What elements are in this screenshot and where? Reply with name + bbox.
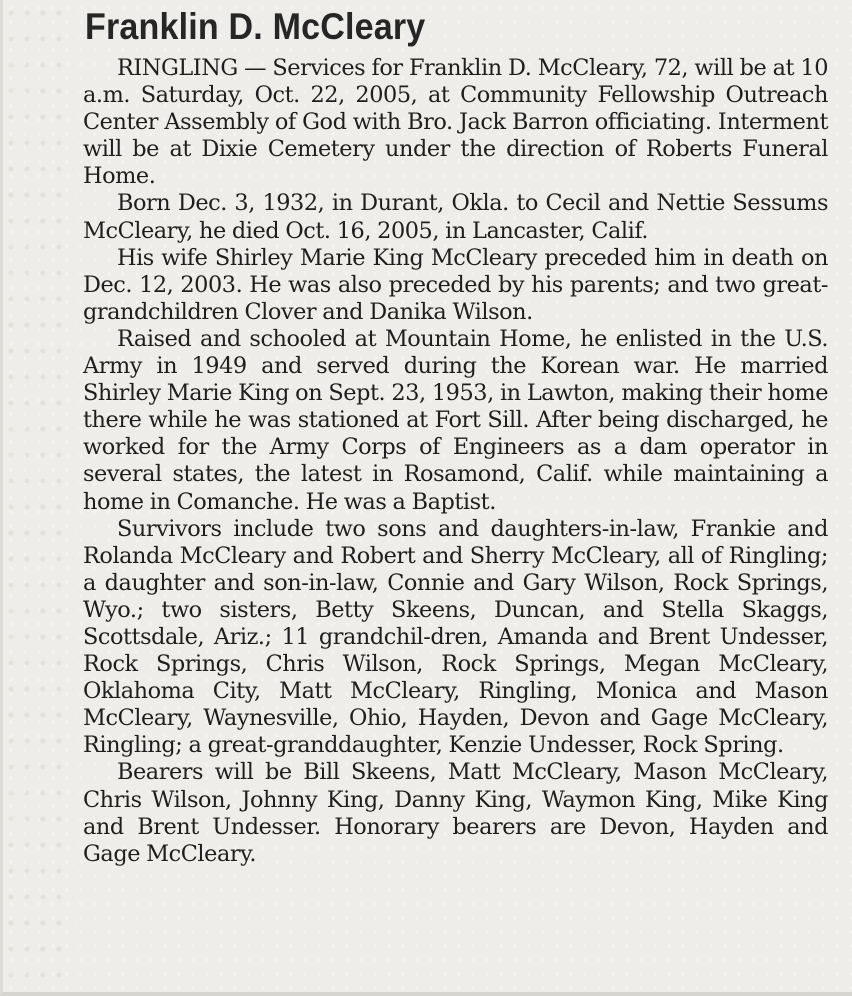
paragraph-birth: Born Dec. 3, 1932, in Durant, Okla. to Cecil and Nettie Sessums McCleary, he died Oct. 16, 2005, in Lancaster, Calif.	[83, 190, 828, 244]
paragraph-preceded: His wife Shirley Marie King McCleary preceded him in death on Dec. 12, 2003. He was also preceded by his parents; and two great-grandchildren Clover and Danika Wilson.	[83, 244, 828, 325]
obituary-headline: Franklin D. McCleary	[85, 6, 426, 47]
paragraph-survivors: Survivors include two sons and daughters-in-law, Frankie and Rolanda McCleary and Robert and Sherry McCleary, all of Ringling; a daughter and son-in-law, Connie and Gary Wilson, Rock Springs, Wyo.; two sisters, Betty Skeens, Duncan, and Stella Skaggs, Scottsdale, Ariz.; 11 grandchil-dren, Amanda and Brent Undesser, Rock Springs, Chris Wilson, Rock Springs, Megan McCleary, Oklahoma City, Matt McCleary, Ringling, Monica and Mason McCleary, Waynesville, Ohio, Hayden, Devon and Gage McCleary, Ringling; a great-granddaughter, Kenzie Undesser, Rock Spring.	[83, 515, 828, 759]
torn-edge-texture	[3, 0, 73, 996]
paragraph-biography: Raised and schooled at Mountain Home, he enlisted in the U.S. Army in 1949 and served during the Korean war. He married Shirley Marie King on Sept. 23, 1953, in Lawton, making their home there while he was stationed at Fort Sill. After being discharged, he worked for the Army Corps of Engineers as a dam operator in several states, the latest in Rosamond, Calif. while maintaining a home in Comanche. He was a Baptist.	[83, 325, 828, 515]
obituary-body	[83, 55, 828, 868]
paragraph-bearers: Bearers will be Bill Skeens, Matt McCleary, Mason McCleary, Chris Wilson, Johnny King, Danny King, Waymon King, Mike King and Brent Undesser. Honorary bearers are Devon, Hayden and Gage McCleary.	[83, 759, 828, 867]
paragraph-services: RINGLING — Services for Franklin D. McCleary, 72, will be at 10 a.m. Saturday, Oct. 22, 2005, at Community Fellowship Outreach Center Assembly of God with Bro. Jack Barron officiating. Interment will be at Dixie Cemetery under the direction of Roberts Funeral Home.	[83, 55, 828, 190]
